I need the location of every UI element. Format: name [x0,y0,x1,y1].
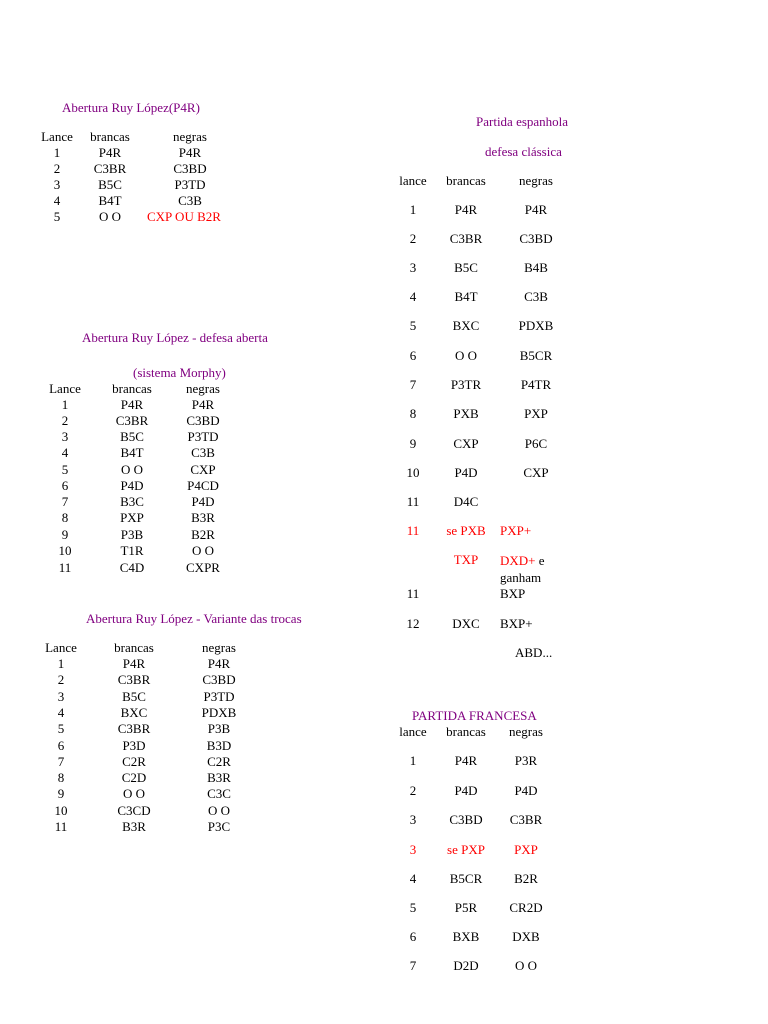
black-move: P4CD [187,478,219,493]
white-move: B3C [120,494,144,509]
move-number: 3 [409,812,417,827]
move-number: 4 [57,705,65,720]
move-number: 1 [61,397,69,412]
move-number: 6 [409,929,417,944]
black-move: P3C [207,819,231,834]
move-number: 11 [54,819,68,834]
black-move: P4R [207,656,231,671]
black-move: BXP+ [500,616,533,631]
white-move: P4D [454,465,478,480]
white-move: O O [120,462,144,477]
move-number: 4 [409,871,417,886]
black-move: P4D [191,494,215,509]
move-number: 1 [409,753,417,768]
white-move: B5C [98,177,122,192]
move-number: 9 [409,436,417,451]
move-number: 8 [57,770,65,785]
move-number: 2 [409,783,417,798]
black-move: P4D [514,783,538,798]
white-move: T1R [120,543,144,558]
move-number: 9 [57,786,65,801]
white-move: C3BD [449,812,483,827]
move-number: 8 [61,510,69,525]
white-move: B5C [454,260,478,275]
white-move: B5C [120,429,144,444]
white-move: C3BR [93,161,127,176]
black-move: B3R [191,510,215,525]
header-lance: lance [399,724,427,739]
section-subtitle: (sistema Morphy) [133,365,226,380]
move-number: 8 [409,406,417,421]
move-number: 1 [409,202,417,217]
black-move: CR2D [509,900,543,915]
white-move: B4T [98,193,122,208]
section-title: Abertura Ruy López(P4R) [62,100,200,115]
move-number: 7 [409,958,417,973]
black-move: C3C [207,786,231,801]
black-move: PXP [524,406,548,421]
header-lance: Lance [49,381,81,396]
white-move: BXC [120,705,148,720]
black-move: CXP [190,462,216,477]
move-number: 1 [53,145,61,160]
move-number: 5 [409,318,417,333]
section-title: PARTIDA FRANCESA [412,708,537,723]
white-move: O O [98,209,122,224]
header-negras: negras [519,173,553,188]
header-negras: negras [509,724,543,739]
move-number: 11 [58,560,72,575]
black-move: C2R [207,754,231,769]
black-move: PDXB [518,318,554,333]
white-move: P4R [120,397,144,412]
black-move: P3R [514,753,538,768]
section-title: Abertura Ruy López - Variante das trocas [86,611,302,626]
black-move: B3R [207,770,231,785]
white-move: C3BR [449,231,483,246]
white-move: BXC [452,318,480,333]
header-negras: negras [202,640,236,655]
white-move: PXB [453,406,479,421]
move-number: 2 [61,413,69,428]
variation-black-move: PXP+ [500,523,532,538]
move-number: 10 [406,465,420,480]
black-move: C3B [191,445,215,460]
white-move: C2D [121,770,147,785]
move-number: 5 [61,462,69,477]
white-move: P5R [454,900,478,915]
header-brancas: brancas [446,724,486,739]
white-move: C2R [122,754,146,769]
white-move: O O [122,786,146,801]
section-subtitle: defesa clássica [485,144,562,159]
white-move: P4R [454,753,478,768]
white-move: C3BR [115,413,149,428]
black-move: C3BD [202,672,236,687]
black-move: P4R [191,397,215,412]
white-move: B5C [122,689,146,704]
white-move: PXP [120,510,144,525]
header-lance: lance [399,173,427,188]
white-move: D4C [453,494,479,509]
header-lance: Lance [41,129,73,144]
section-title: Partida espanhola [476,114,569,129]
white-move: P4D [454,783,478,798]
white-move: B3R [122,819,146,834]
black-move: BXP [500,586,526,601]
move-number: 2 [409,231,417,246]
white-move: B4T [454,289,478,304]
move-number: 11 [406,494,420,509]
variation-black-move-2-text: DXD+ [500,553,536,568]
black-move: P4R [524,202,548,217]
black-move-alternatives: CXP OU B2R [147,209,221,224]
white-move: P4D [120,478,144,493]
white-move: D2D [453,958,479,973]
black-move: P4R [178,145,202,160]
header-negras: negras [186,381,220,396]
black-move: O O [207,803,231,818]
move-number: 2 [57,672,65,687]
white-move: P4R [98,145,122,160]
header-brancas: brancas [446,173,486,188]
white-move: C3BR [117,721,151,736]
header-brancas: brancas [112,381,152,396]
move-number: 4 [53,193,61,208]
move-number: 1 [57,656,65,671]
black-move: C3BR [509,812,543,827]
white-move: P3B [120,527,144,542]
move-number: 3 [53,177,61,192]
black-move: C3BD [519,231,553,246]
move-number: 3 [409,260,417,275]
white-move: BXB [452,929,480,944]
black-move: CXP [523,465,549,480]
move-number: 5 [409,900,417,915]
white-move: C3BR [117,672,151,687]
black-move: P3TD [203,689,235,704]
black-move: P3B [207,721,231,736]
black-move: B2R [514,871,538,886]
white-move: DXC [452,616,480,631]
variation-move-number: 11 [406,523,420,538]
move-number: 7 [57,754,65,769]
move-number: 3 [57,689,65,704]
white-move: P3D [122,738,146,753]
black-move: C3B [178,193,202,208]
white-move: C3CD [117,803,151,818]
black-move: C3B [524,289,548,304]
black-move: O O [191,543,215,558]
variation-white-move: se PXP [447,842,485,857]
black-move: C3BD [186,413,220,428]
ending-text: ABD... [515,645,553,660]
move-number: 6 [409,348,417,363]
black-move: DXB [512,929,540,944]
move-number: 9 [61,527,69,542]
move-number: 6 [57,738,65,753]
white-move: B5CR [449,871,483,886]
black-move: P6C [524,436,548,451]
variation-white-move-2: TXP [453,552,479,567]
move-number: 5 [57,721,65,736]
header-brancas: brancas [114,640,154,655]
move-number: 11 [406,586,420,601]
variation-white-move: se PXB [446,523,486,538]
variation-move-number: 3 [409,842,417,857]
move-number: 5 [53,209,61,224]
header-negras: negras [173,129,207,144]
move-number: 10 [54,803,68,818]
white-move: P3TR [450,377,482,392]
move-number: 10 [58,543,72,558]
black-move: P4TR [520,377,552,392]
white-move: P4R [122,656,146,671]
white-move: P4R [454,202,478,217]
section-title: Abertura Ruy López - defesa aberta [82,330,268,345]
white-move: CXP [453,436,479,451]
move-number: 7 [409,377,417,392]
move-number: 12 [406,616,420,631]
variation-black-move: PXP [514,842,538,857]
white-move: C4D [119,560,145,575]
black-move: B5CR [519,348,553,363]
header-lance: Lance [45,640,77,655]
black-move: C3BD [173,161,207,176]
variation-note: e ganham [500,553,545,585]
move-number: 4 [61,445,69,460]
black-move: P3TD [187,429,219,444]
black-move: PDXB [201,705,237,720]
black-move: B2R [191,527,215,542]
black-move: B3D [206,738,232,753]
black-move: CXPR [186,560,220,575]
black-move: P3TD [174,177,206,192]
move-number: 7 [61,494,69,509]
white-move: O O [454,348,478,363]
header-brancas: brancas [90,129,130,144]
move-number: 3 [61,429,69,444]
move-number: 4 [409,289,417,304]
move-number: 6 [61,478,69,493]
move-number: 2 [53,161,61,176]
black-move: B4B [524,260,548,275]
black-move: O O [514,958,538,973]
variation-black-move-2 [500,552,562,586]
white-move: B4T [120,445,144,460]
